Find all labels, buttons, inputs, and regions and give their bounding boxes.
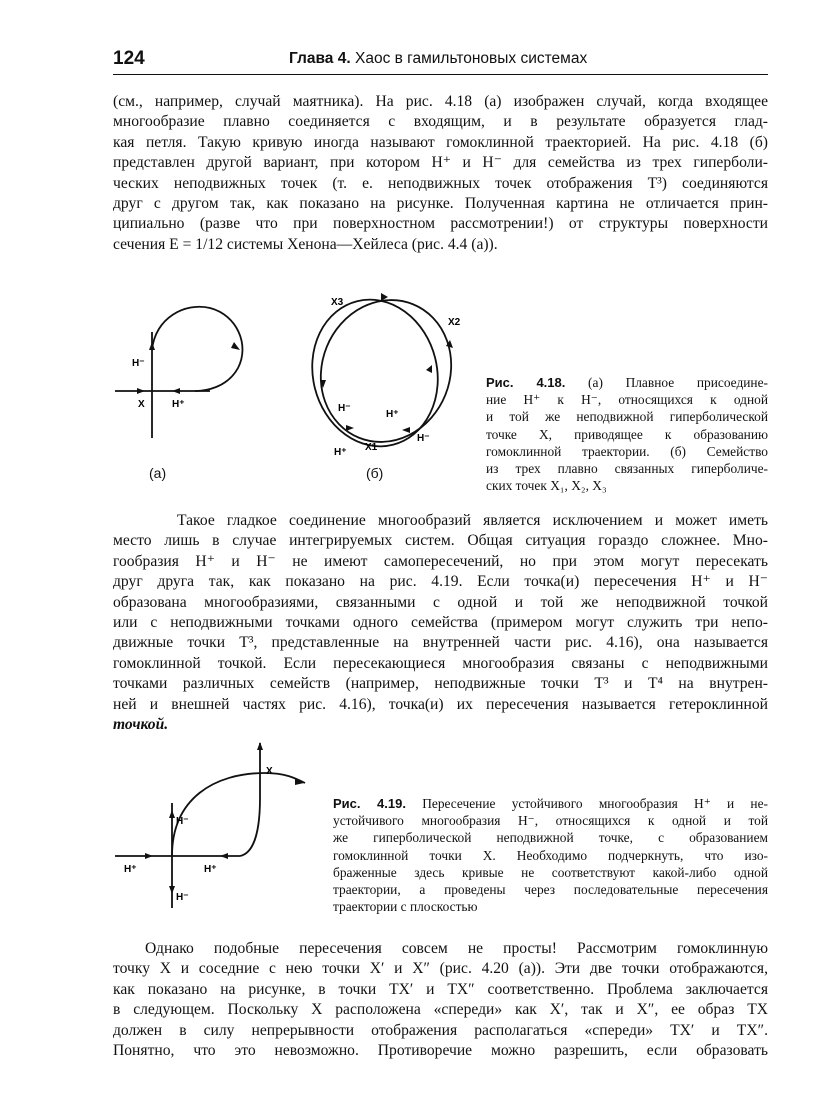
arrow-head (426, 365, 432, 373)
caption-line: траектории, а проведены через последовательные пересечения (333, 882, 768, 898)
figure-4-18a-label: (а) (149, 465, 167, 481)
label-h-minus-left: H⁻ (338, 403, 351, 414)
text-line: ней и внешней частях рис. 4.16), точка(и) их пересечения называется гетероклинной (113, 695, 768, 713)
text-line: в следующем. Поскольку X расположена «спереди» как X′, так и X″, ее образ TX (113, 1001, 768, 1019)
caption-line: ние H⁺ к H⁻, относящихся к одной (486, 392, 768, 408)
text-line: друг друга так, как показано на рис. 4.19. Если точка(и) пересечения H⁺ и H⁻ (113, 573, 768, 591)
text-line: или с неподвижными точками одного семейства (примером могут служить три непо- (113, 614, 768, 632)
caption-line: устойчивого многообразия H⁻, относящихся к одной и той (333, 813, 768, 829)
arrow-head (231, 342, 240, 350)
running-title (289, 50, 587, 68)
label-h-plus-inner: H⁺ (386, 409, 399, 420)
text-line: точку X и соседние с нею точки X′ и X″ (рис. 4.20 (а)). Эти две точки отображаются, (113, 960, 768, 978)
caption-line: браженные здесь кривые не соответствуют какой-либо одной (333, 864, 768, 880)
figure-4-18b (290, 285, 480, 465)
label-h-plus-bottom: H⁺ (334, 447, 347, 458)
page-header (113, 44, 768, 75)
chapter-title: Хаос в гамильтоновых системах (354, 50, 588, 67)
arrow-head (137, 388, 145, 394)
arrow-head (172, 388, 180, 394)
label-h-plus: H⁺ (172, 399, 185, 410)
arrow-head (346, 425, 354, 431)
label-h-minus: H⁻ (132, 358, 145, 369)
caption-line: траектории с плоскостью (333, 899, 478, 915)
final-paragraph (113, 939, 768, 1061)
caption-line: точке X, приводящее к образованию (486, 426, 768, 442)
intro-paragraph (113, 92, 768, 255)
caption-line: и той же неподвижной гиперболической (486, 409, 768, 425)
text-line: ципиально (разве что при поверхностном рассмотрении!) от структуры поверхности (113, 215, 768, 233)
caption-label: Рис. 4.19. (333, 796, 406, 811)
caption-line: (а) Плавное присоедине- (588, 375, 768, 390)
text-line: Понятно, что это невозможно. Противоречие можно разрешить, если образовать (113, 1042, 768, 1060)
manifold-ellipse-2 (300, 285, 473, 462)
arrow-head (257, 742, 263, 750)
figure-4-18-caption (486, 374, 768, 494)
label-x: X (138, 399, 145, 410)
text-line: гообразия H⁺ и H⁻ не имеют самопересечений, но при этом могут пересекать (113, 552, 768, 570)
label-x3: X3 (331, 297, 344, 308)
label-h-plus-right: H⁺ (204, 864, 217, 875)
text-line: гомоклинной точкой. Если пересекающиеся многообразия связаны с неподвижными (113, 654, 768, 672)
text-line: ческих неподвижных точек (т. е. неподвижных точек отображения T³) соединяются (113, 174, 768, 192)
text-line: многообразие плавно соединяется с входящим, и в результате образуется глад- (113, 113, 768, 131)
label-h-plus-left: H⁺ (124, 864, 137, 875)
arrow-head (145, 853, 153, 859)
caption-label: Рис. 4.18. (486, 375, 566, 390)
label-x1: X1 (365, 442, 378, 453)
arrow-head (149, 342, 155, 350)
main-paragraph (113, 511, 768, 735)
label-x: X (266, 766, 273, 777)
text-line: (см., например, случай маятника). На рис. 4.18 (а) изображен случай, когда входящее (113, 93, 768, 110)
caption-line: же гиперболической неподвижной точке, с образованием (333, 830, 768, 846)
caption-line: из трех плавно связанных гиперболиче- (486, 461, 768, 477)
figure-4-19-caption (333, 795, 768, 915)
caption-line: ских точек X₁, X₂, X₃ (486, 478, 607, 494)
label-h-minus-top: H⁻ (176, 816, 189, 827)
caption-line: гомоклинной точки X. Необходимо подчеркнуть, что изо- (333, 847, 768, 863)
caption-line: гомоклинной траектории. (б) Семейство (486, 443, 768, 459)
page-number: 124 (113, 48, 145, 69)
arrow-head (402, 427, 410, 433)
arrow-head (169, 810, 175, 818)
text-line: Однако подобные пересечения совсем не просты! Рассмотрим гомоклинную (145, 940, 768, 957)
h-minus-curve (172, 773, 305, 856)
label-h-minus-bottom: H⁻ (176, 892, 189, 903)
text-line: должен в силу непрерывности отображения располагаться «спереди» TX′ и TX″. (113, 1021, 768, 1039)
label-h-minus-right: H⁻ (417, 433, 430, 444)
text-line: точкой. (113, 716, 169, 734)
text-line: представлен другой вариант, при котором H⁺ и H⁻ для семейства из трех гиперболи- (113, 154, 768, 172)
arrow-head (169, 886, 175, 894)
caption-line: Пересечение устойчивого многообразия H⁺ и не- (422, 796, 768, 811)
text-line: кая петля. Такую кривую иногда называют гомоклинной траекторией. На рис. 4.18 (б) (113, 133, 768, 151)
chapter-label: Глава 4. (289, 50, 351, 67)
h-plus-curve (240, 743, 260, 856)
text-line: движные точки T³, представленные на внутренней части рис. 4.16), она называется (113, 634, 768, 652)
arrow-head (220, 853, 228, 859)
text-line: место лишь в случае интегрируемых систем. Общая ситуация гораздо сложнее. Мно- (113, 532, 768, 550)
figure-4-19 (110, 738, 315, 913)
text-line: друг с другом так, как показано на рисунке. Полученная картина не отличается прин- (113, 195, 768, 213)
homoclinic-loop (152, 307, 242, 391)
text-line: образована многообразиями, связанными с одной и той же неподвижной точкой (113, 593, 768, 611)
text-line: сечения E = 1/12 системы Хенона—Хейлеса (рис. 4.4 (а)). (113, 235, 498, 253)
text-line: как показано на рисунке, в точки TX′ и TX″ соответственно. Проблема заключается (113, 980, 768, 998)
figure-4-18b-label: (б) (366, 465, 384, 481)
label-x2: X2 (448, 317, 461, 328)
text-line: точками различных семейств (например, неподвижные точки T³ и T⁴ на внутрен- (113, 675, 768, 693)
text-line: Такое гладкое соединение многообразий является исключением и может иметь (177, 512, 768, 529)
figure-4-18a (105, 290, 255, 450)
